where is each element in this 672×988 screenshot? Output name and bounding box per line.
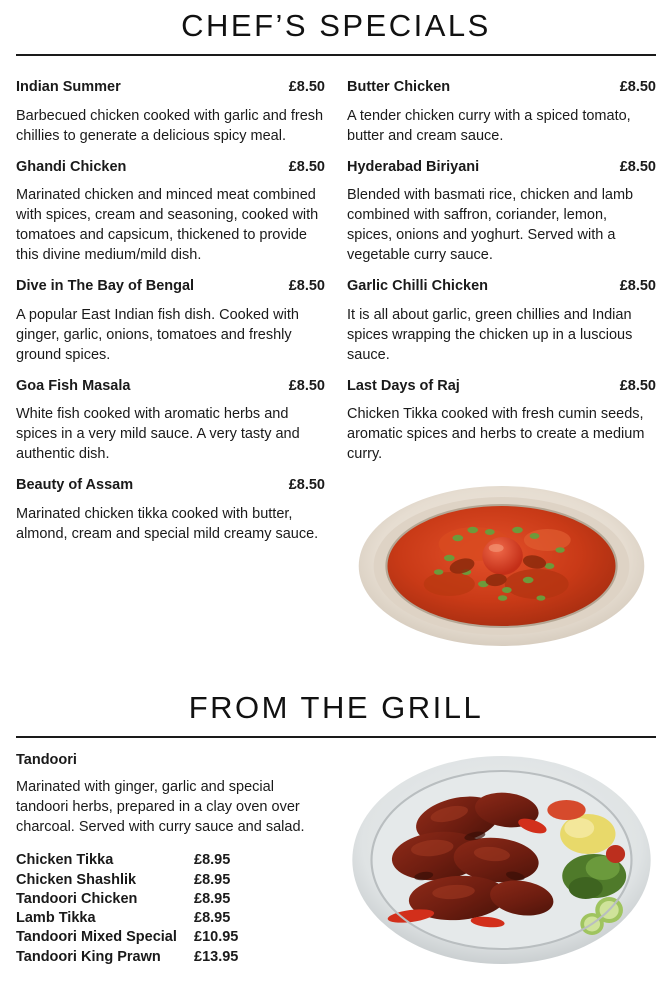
- specials-left-column: [16, 66, 325, 546]
- price-row-price: £13.95: [194, 948, 239, 965]
- menu-item-head: [347, 78, 656, 98]
- grill-price-list: [16, 851, 325, 967]
- menu-item-description: A tender chicken curry with a spiced tomato, butter and cream sauce.: [347, 107, 631, 144]
- price-row-name: Tandoori King Prawn: [16, 948, 161, 965]
- price-row: [16, 851, 325, 870]
- menu-item: [347, 78, 656, 146]
- menu-item-name: Indian Summer: [16, 79, 121, 95]
- menu-item: [16, 476, 325, 544]
- section-title-specials: CHEF’S SPECIALS: [181, 8, 491, 43]
- price-row-name: Chicken Tikka: [16, 852, 114, 869]
- price-row-price: £8.95: [194, 910, 231, 927]
- menu-item-name: Dive in The Bay of Bengal: [16, 278, 195, 295]
- price-row: [16, 928, 325, 947]
- price-row-name: Lamb Tikka: [16, 910, 96, 927]
- price-row-price: £8.95: [194, 890, 231, 907]
- menu-item-head: [16, 78, 325, 98]
- menu-item-head: [347, 158, 656, 178]
- menu-item-description: Barbecued chicken cooked with garlic and fresh chillies to generate a delicious spicy meal.: [16, 107, 324, 144]
- menu-item-name: Goa Fish Masala: [16, 377, 131, 394]
- menu-item-name: Garlic Chilli Chicken: [347, 278, 489, 295]
- from-the-grill-section: [16, 682, 656, 970]
- menu-item: [347, 377, 656, 465]
- divider-grill: [16, 736, 656, 738]
- grill-right-column: [347, 748, 656, 970]
- price-row-price: £8.95: [194, 871, 231, 888]
- menu-item-head: [16, 158, 325, 178]
- grill-columns: [16, 748, 656, 970]
- price-row: [16, 871, 325, 890]
- menu-item-price: £8.50: [288, 377, 325, 394]
- menu-item-description: Marinated chicken tikka cooked with butter, almond, cream and special mild creamy sauce.: [16, 505, 319, 542]
- curry-dish-photo: [347, 480, 656, 648]
- menu-item: [16, 277, 325, 365]
- menu-item-price: £8.50: [619, 278, 656, 295]
- price-row: [16, 890, 325, 909]
- menu-item-price: £8.50: [619, 79, 656, 95]
- price-row: [16, 909, 325, 928]
- divider-specials: [16, 54, 656, 56]
- menu-item-head: [16, 476, 325, 496]
- grill-subtitle: Tandoori: [16, 752, 77, 769]
- price-row-name: Tandoori Chicken: [16, 890, 138, 907]
- menu-item-price: £8.50: [288, 158, 325, 175]
- menu-item-head: [347, 377, 656, 397]
- menu-item-price: £8.50: [619, 158, 656, 175]
- price-row-name: Tandoori Mixed Special: [16, 929, 177, 946]
- menu-item-name: Ghandi Chicken: [16, 158, 127, 175]
- grill-description: Marinated with ginger, garlic and special tandoori herbs, prepared in a clay oven over charcoal. Served with curry sauce and salad.: [16, 779, 305, 836]
- menu-item-description: A popular East Indian fish dish. Cooked with ginger, garlic, onions, tomatoes and freshly ground spices.: [16, 306, 299, 363]
- price-row-price: £8.95: [194, 852, 231, 869]
- menu-item-description: Marinated chicken and minced meat combined with spices, cream and seasoning, cooked with tomatoes and capsicum, thickened to provide this divine medium/mild dish.: [16, 187, 319, 264]
- menu-item-price: £8.50: [288, 477, 325, 494]
- specials-right-column: [347, 66, 656, 648]
- price-row: [16, 948, 325, 967]
- menu-item-description: It is all about garlic, green chillies and Indian spices wrapping the chicken up in a luscious sauce.: [347, 306, 633, 363]
- menu-item: [16, 78, 325, 146]
- menu-item: [347, 277, 656, 365]
- menu-item-price: £8.50: [288, 278, 325, 295]
- menu-item-description: White fish cooked with aromatic herbs and spices in a very mild sauce. A very tasty and authentic dish.: [16, 406, 300, 463]
- price-row-name: Chicken Shashlik: [16, 871, 137, 888]
- menu-item: [347, 158, 656, 266]
- tandoori-platter-photo: [347, 748, 656, 970]
- menu-item: [16, 377, 325, 465]
- price-row-price: £10.95: [194, 929, 239, 946]
- menu-item-description: Chicken Tikka cooked with fresh cumin seeds, aromatic spices and herbs to create a medium curry.: [347, 406, 645, 463]
- menu-item: [16, 158, 325, 266]
- menu-item-head: [347, 277, 656, 297]
- menu-item-description: Blended with basmati rice, chicken and lamb combined with saffron, coriander, lemon, spices, onions and yoghurt. Served with a vegetable curry sauce.: [347, 187, 634, 264]
- menu-item-price: £8.50: [619, 377, 656, 394]
- menu-item-name: Hyderabad Biriyani: [347, 158, 480, 175]
- section-title-grill: FROM THE GRILL: [188, 690, 484, 726]
- menu-item-name: Butter Chicken: [347, 79, 451, 95]
- menu-item-name: Beauty of Assam: [16, 477, 134, 494]
- menu-item-price: £8.50: [288, 79, 325, 95]
- chefs-specials-section: [16, 0, 656, 648]
- menu-item-head: [16, 377, 325, 397]
- menu-item-head: [16, 277, 325, 297]
- grill-left-column: [16, 748, 325, 967]
- specials-columns: [16, 66, 656, 648]
- menu-item-name: Last Days of Raj: [347, 377, 460, 394]
